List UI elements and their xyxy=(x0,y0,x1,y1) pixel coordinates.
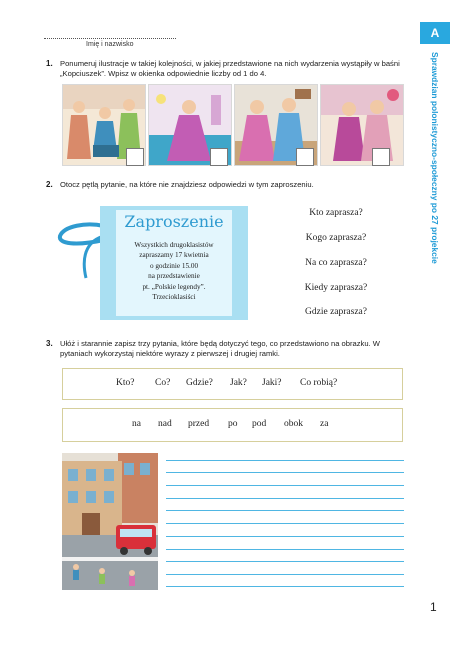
task2-instruction: Otocz pętlą pytanie, na które nie znajdziesz odpowiedzi w tym zaproszeniu. xyxy=(60,180,314,189)
invitation-line: na przedstawienie xyxy=(148,272,200,281)
question-1[interactable]: Kto zaprasza? xyxy=(309,208,363,218)
invitation-line: pt. „Polskie legendy”. xyxy=(142,282,206,291)
word-nad: nad xyxy=(158,419,172,429)
invitation-text xyxy=(118,240,230,302)
invitation-line: o godzinie 15.00 xyxy=(149,261,199,270)
word-po: po xyxy=(228,419,238,429)
number-box-3[interactable] xyxy=(296,148,314,166)
task1-instruction: Ponumeruj ilustracje w takiej kolejności, w jakiej przedstawione na nich wydarzenia wystąpiły w baśni „Kopciuszek”. Wpisz w okienka odpowiednie liczby od 1 do 4. xyxy=(60,59,400,78)
number-box-1[interactable] xyxy=(126,148,144,166)
writing-line[interactable] xyxy=(166,460,404,461)
task3-instruction: Ułóż i starannie zapisz trzy pytania, które będą dotyczyć tego, co przedstawiono na obrazku. W pytaniach wykorzystaj niektóre wyrazy z pierwszej i drugiej ramki. xyxy=(60,339,380,358)
word-przed: przed xyxy=(188,419,210,429)
number-box-4[interactable] xyxy=(372,148,390,166)
writing-line[interactable] xyxy=(166,574,404,575)
word-co: Co? xyxy=(155,378,171,388)
number-box-2[interactable] xyxy=(210,148,228,166)
street-scene-illustration xyxy=(62,453,158,590)
writing-line[interactable] xyxy=(166,485,404,486)
writing-line[interactable] xyxy=(166,472,404,473)
page-number: 1 xyxy=(430,600,437,614)
task1-number: 1. xyxy=(46,59,53,68)
task3-number: 3. xyxy=(46,339,53,348)
question-4[interactable]: Kiedy zaprasza? xyxy=(304,283,368,293)
question-3[interactable]: Na co zaprasza? xyxy=(305,258,367,268)
word-jak: Jak? xyxy=(230,378,247,388)
side-title: Sprawdzian polonistyczno-społeczny po 27 projekcie xyxy=(430,52,440,264)
invitation-line: zapraszamy 17 kwietnia xyxy=(139,251,209,260)
invitation-title: Zaproszenie xyxy=(124,212,224,231)
illustration-4 xyxy=(320,84,404,166)
word-co-robia: Co robią? xyxy=(300,378,338,388)
name-label: Imię i nazwisko xyxy=(86,41,134,48)
word-na: na xyxy=(132,419,141,429)
writing-line[interactable] xyxy=(166,536,404,537)
writing-line[interactable] xyxy=(166,549,404,550)
question-2[interactable]: Kogo zaprasza? xyxy=(305,233,367,243)
word-gdzie: Gdzie? xyxy=(186,378,213,388)
section-tab: A xyxy=(420,22,450,44)
word-jaki: Jaki? xyxy=(262,378,282,388)
writing-line[interactable] xyxy=(166,523,404,524)
word-kto: Kto? xyxy=(116,378,135,388)
invitation-line: Trzecioklasiści xyxy=(152,293,196,302)
writing-line[interactable] xyxy=(166,510,404,511)
word-obok: obok xyxy=(284,419,303,429)
name-underline xyxy=(44,38,176,39)
writing-line[interactable] xyxy=(166,498,404,499)
word-pod: pod xyxy=(252,419,267,429)
word-za: za xyxy=(320,419,329,429)
writing-line[interactable] xyxy=(166,561,404,562)
ribbon-icon xyxy=(56,212,106,282)
task2-number: 2. xyxy=(46,180,53,189)
writing-line[interactable] xyxy=(166,586,404,587)
invitation-line: Wszystkich drugoklasistów xyxy=(134,241,214,249)
question-5[interactable]: Gdzie zaprasza? xyxy=(305,307,367,317)
